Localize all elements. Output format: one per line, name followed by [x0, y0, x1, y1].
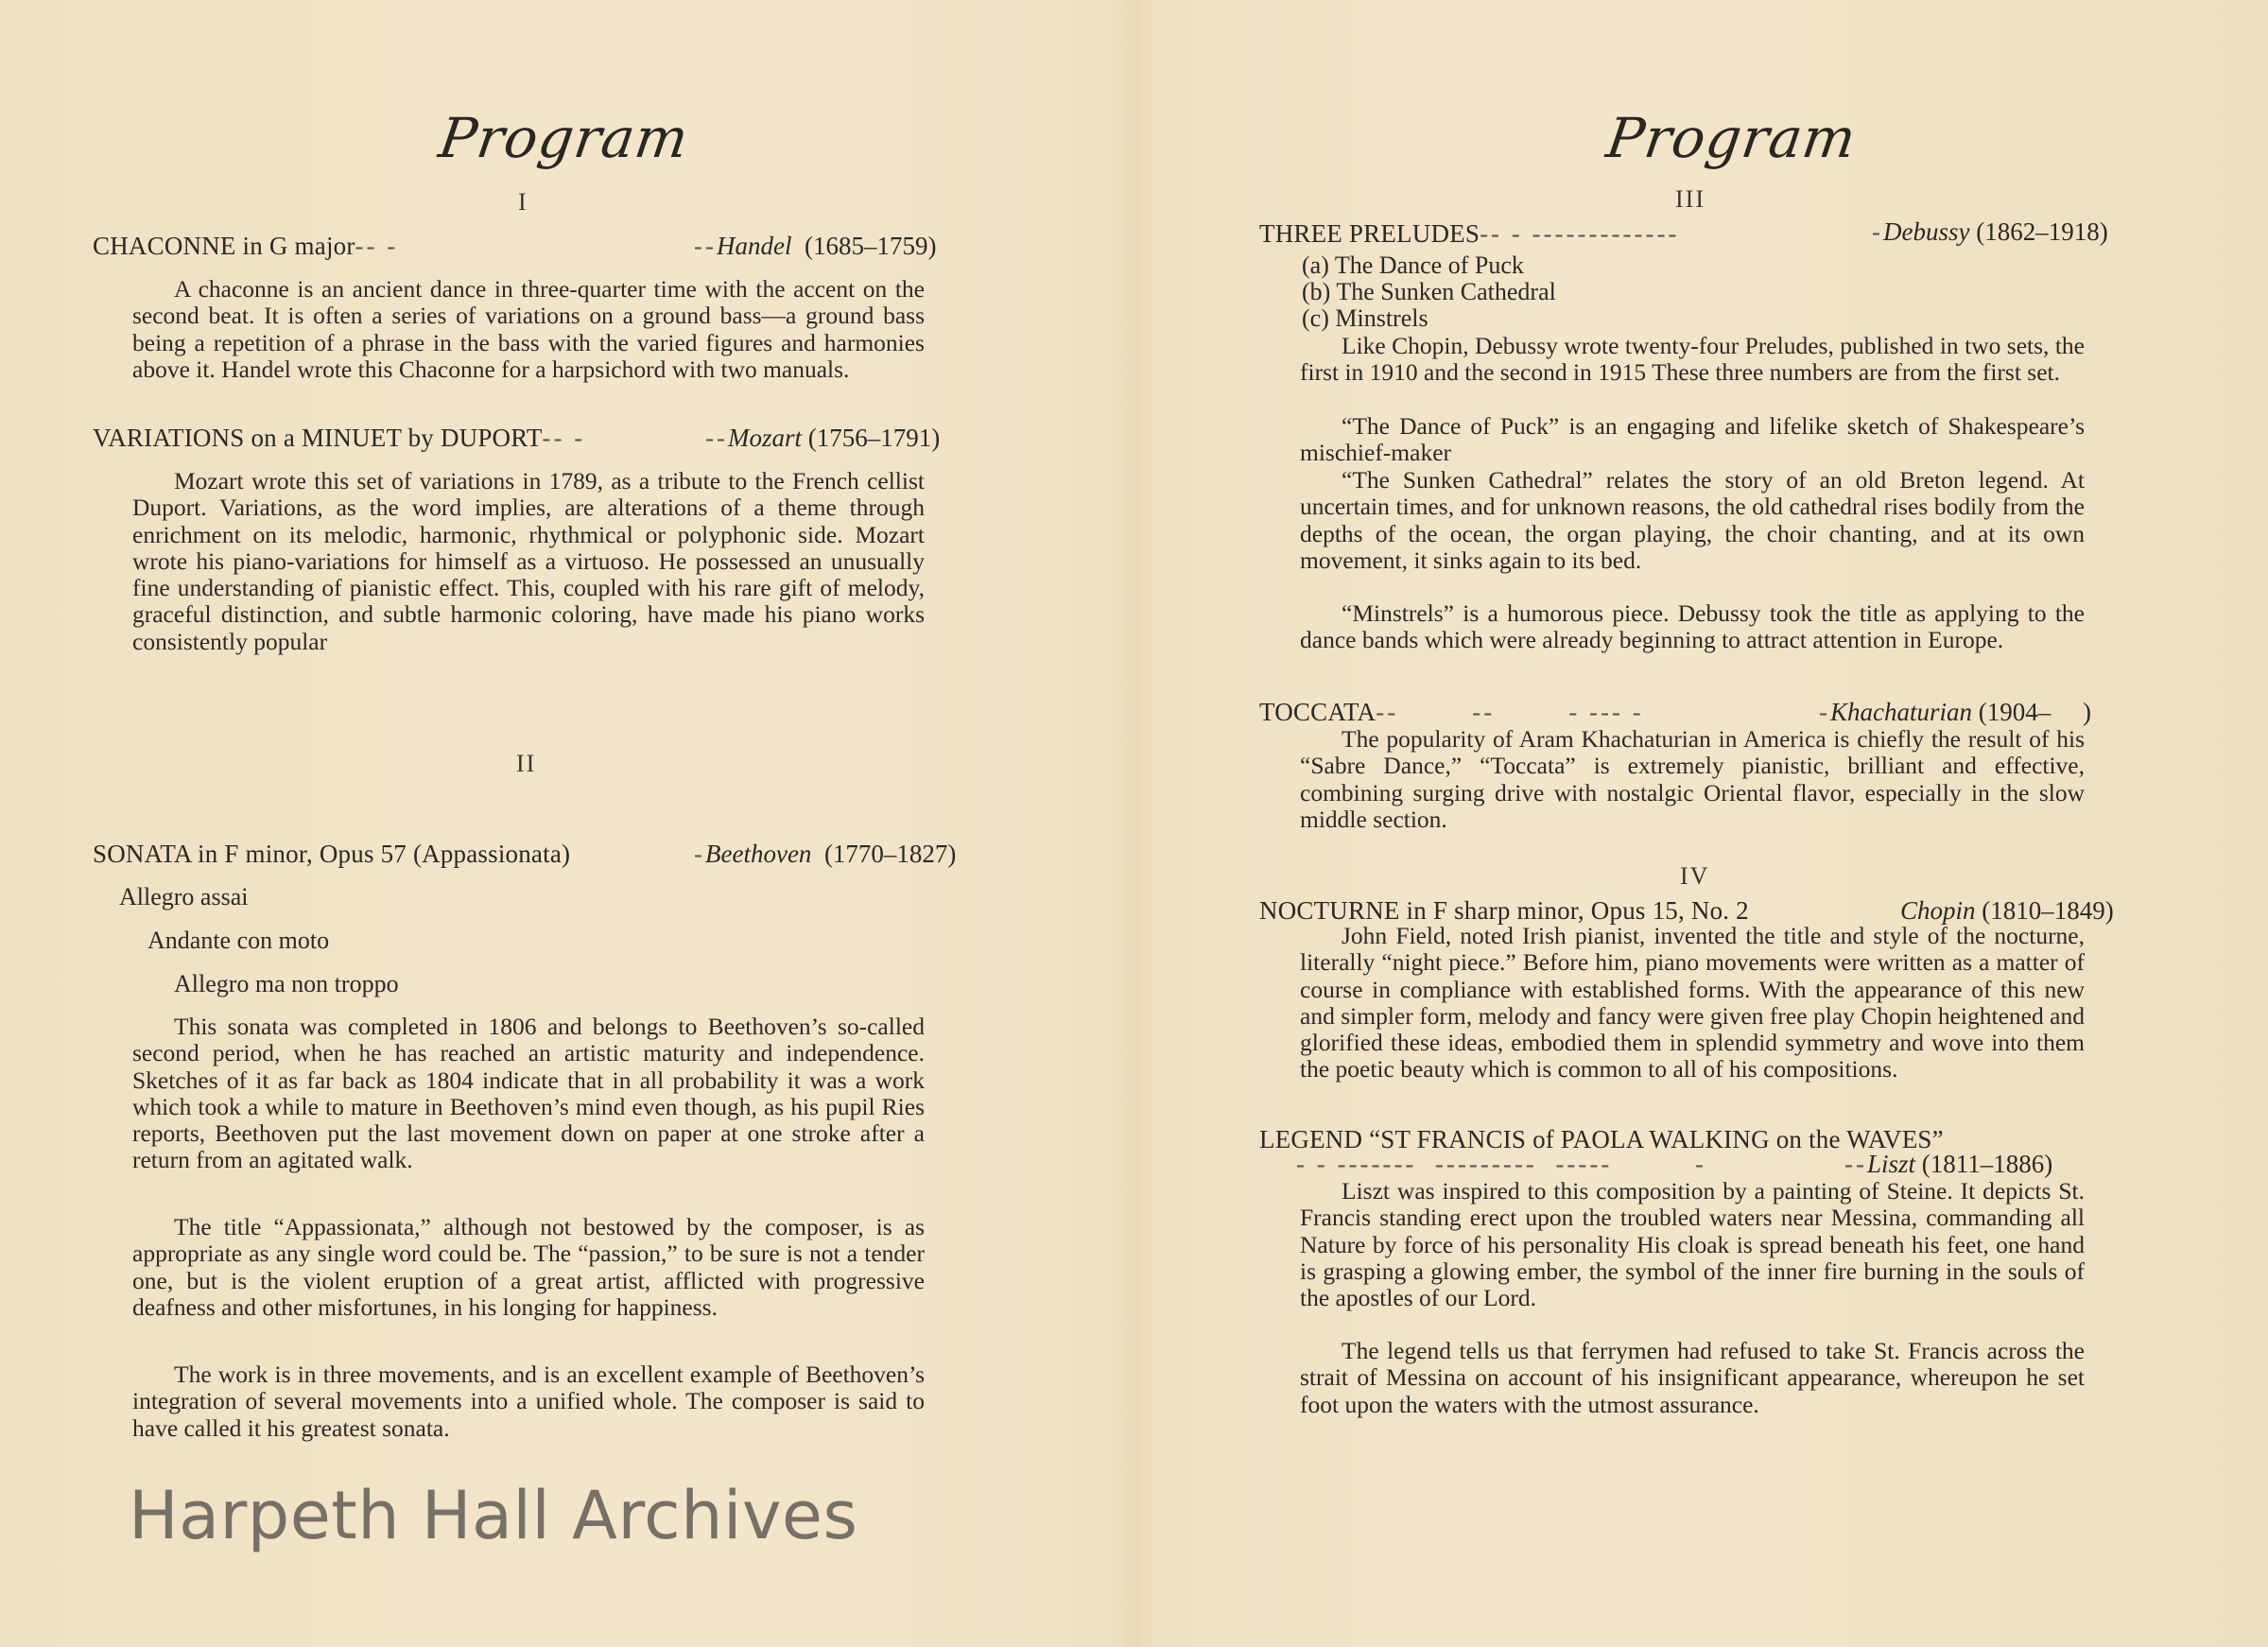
legend-description-1: Liszt was inspired to this composition by a painting of Steine. It depicts St. Francis standing erect upon the troubled waters near Messina, commanding all Nature by force of his personality His cloak is spread beneath his feet, one hand is grasping a glowing ember, the symbol of the inner fire burning in the souls of the apostles of our Lord.	[1300, 1177, 2085, 1312]
prelude-item-c: (c) Minstrels	[1302, 304, 1428, 332]
variations-title: VARIATIONS on a MINUET by DUPORT	[93, 424, 543, 452]
chaconne-leader: -- -	[355, 232, 399, 260]
preludes-description-2: “The Dance of Puck” is an engaging and lifelike sketch of Shakespeare’s mischief-maker	[1300, 412, 2085, 467]
chaconne-composer: Handel	[716, 232, 792, 260]
legend-composer-line	[1844, 1150, 2052, 1179]
left-page	[0, 0, 1111, 1647]
legend-composer-row	[1296, 1150, 2242, 1179]
sonata-dates: (1770–1827)	[823, 840, 957, 868]
prelude-item-b: (b) The Sunken Cathedral	[1302, 278, 1556, 305]
variations-composer: Mozart	[727, 424, 802, 452]
section-numeral-i: I	[518, 188, 528, 216]
variations-description: Mozart wrote this set of variations in 1789, as a tribute to the French cellist Duport. Variations, as the word implies, are alterations of a theme through enrichment on its melodic, harmonic, rhythmical or polyphonic side. Mozart wrote his piano-variations for himself as a virtuoso. He possessed an unusually fine understanding of pianistic effect. This, coupled with his rare gift of melody, graceful distinction, and subtle harmonic coloring, have made his piano works consistently popular	[132, 467, 925, 655]
right-page	[1130, 0, 2268, 1647]
section-numeral-iii: III	[1675, 185, 1705, 213]
variations-dates: (1756–1791)	[807, 424, 941, 452]
toccata-title: TOCCATA	[1259, 698, 1376, 726]
nocturne-composer: Chopin	[1900, 896, 1976, 925]
variations-leader: -- -	[542, 424, 586, 452]
toccata-dates: (1904– )	[1978, 698, 2091, 726]
sonata-movement-3: Allegro ma non troppo	[174, 970, 399, 997]
nocturne-dates: (1810–1849)	[1982, 896, 2114, 925]
sonata-movement-2: Andante con moto	[147, 927, 330, 954]
legend-title: LEGEND “ST FRANCIS of PAOLA WALKING on the WAVES”	[1259, 1125, 1944, 1153]
preludes-description-4: “Minstrels” is a humorous piece. Debussy took the title as applying to the dance bands which were already beginning to attract attention in Europe.	[1300, 599, 2085, 654]
chaconne-heading	[93, 232, 964, 261]
preludes-leader: -- - -------------	[1480, 219, 1680, 248]
section-numeral-iv: IV	[1680, 862, 1710, 890]
prelude-item-a: (a) The Dance of Puck	[1302, 251, 1524, 279]
preludes-leader-2: -	[1872, 217, 1883, 246]
toccata-description: The popularity of Aram Khachaturian in America is chiefly the result of his “Sabre Dance,” “Toccata” is extremely pianistic, brilliant and effective, combining surging drive with nostalgic Oriental flavor, especially in the slow middle section.	[1300, 725, 2085, 833]
toccata-leader: -- -- - --- -	[1376, 698, 1644, 726]
sonata-heading	[93, 840, 964, 869]
nocturne-description: John Field, noted Irish pianist, invented the title and style of the nocturne, literally “night piece.” Before him, piano movements were written as a matter of course in compliance with established forms. With the appearance of this new and simpler form, melody and fancy were given free play Chopin heightened and glorified these ideas, embodied them in splendid symmetry and wove into them the poetic beauty which is common to all of his compositions.	[1300, 922, 2085, 1084]
variations-heading	[93, 424, 964, 453]
archive-watermark: Harpeth Hall Archives	[129, 1477, 858, 1554]
chaconne-title: CHACONNE in G major	[93, 232, 355, 260]
nocturne-title: NOCTURNE in F sharp minor, Opus 15, No. 2	[1259, 896, 1749, 925]
left-program-title: Program	[435, 106, 693, 170]
legend-composer: Liszt	[1866, 1150, 1916, 1178]
sonata-composer-line	[694, 840, 956, 869]
chaconne-dates: (1685–1759)	[804, 232, 937, 260]
toccata-leader-2: -	[1819, 698, 1830, 726]
chaconne-leader-2: --	[694, 232, 717, 260]
sonata-composer: Beethoven	[705, 840, 812, 868]
preludes-heading	[1259, 219, 2242, 249]
sonata-movement-1: Allegro assai	[119, 883, 249, 910]
preludes-description-3: “The Sunken Cathedral” relates the story of an old Breton legend. At uncertain times, and for unknown reasons, the old cathedral rises bodily from the depths of the ocean, the organ playing, the choir chanting, and at its own movement, it sinks again to its bed.	[1300, 466, 2085, 574]
variations-leader-2: --	[705, 424, 728, 452]
sonata-description-2: The title “Appassionata,” although not bestowed by the composer, is as appropriate as any single word could be. The “passion,” to be sure is not a tender one, but is the violent eruption of a great artist, afflicted with progressive deafness and other misfortunes, in his longing for happiness.	[132, 1213, 925, 1321]
toccata-heading	[1259, 698, 2242, 727]
legend-dates: (1811–1886)	[1921, 1150, 2053, 1178]
preludes-description-1: Like Chopin, Debussy wrote twenty-four Preludes, published in two sets, the first in 1910 and the second in 1915 These three numbers are from the first set.	[1300, 332, 2085, 387]
legend-description-2: The legend tells us that ferrymen had refused to take St. Francis across the strait of Messina on account of his insignificant appearance, whereupon he set foot upon the waters with the utmost assurance.	[1300, 1337, 2085, 1418]
chaconne-description: A chaconne is an ancient dance in three-quarter time with the accent on the second beat. It is often a series of variations on a ground bass—a ground bass being a repetition of a phrase in the bass with the varied figures and harmonies above it. Handel wrote this Chaconne for a harpsichord with two manuals.	[132, 275, 925, 383]
preludes-title: THREE PRELUDES	[1259, 219, 1480, 248]
variations-composer-line	[705, 424, 940, 453]
sonata-title: SONATA in F minor, Opus 57 (Appassionata)	[93, 840, 571, 868]
section-numeral-ii: II	[516, 750, 537, 777]
sonata-description-3: The work is in three movements, and is an excellent example of Beethoven’s integration of several movements into a unified whole. The composer is said to have called it his greatest sonata.	[132, 1361, 925, 1442]
preludes-dates: (1862–1918)	[1976, 217, 2108, 246]
toccata-composer-line	[1819, 698, 2091, 727]
preludes-composer-line	[1872, 217, 2108, 247]
sonata-description-1: This sonata was completed in 1806 and belongs to Beethoven’s so-called second period, when he has reached an artistic maturity and independence. Sketches of it as far back as 1804 indicate that in all probability it was a work which took a while to mature in Beethoven’s mind even though, as his pupil Ries reports, Beethoven put the last movement down on paper at one stroke after a return from an agitated walk.	[132, 1013, 925, 1174]
sonata-leader: -	[694, 840, 705, 868]
legend-leader: - - ------- --------- ----- -	[1296, 1150, 1707, 1178]
preludes-composer: Debussy	[1883, 217, 1970, 246]
right-program-title: Program	[1602, 106, 1861, 170]
toccata-composer: Khachaturian	[1830, 698, 1973, 726]
legend-leader-2: --	[1844, 1150, 1867, 1178]
chaconne-composer-line	[694, 232, 936, 261]
